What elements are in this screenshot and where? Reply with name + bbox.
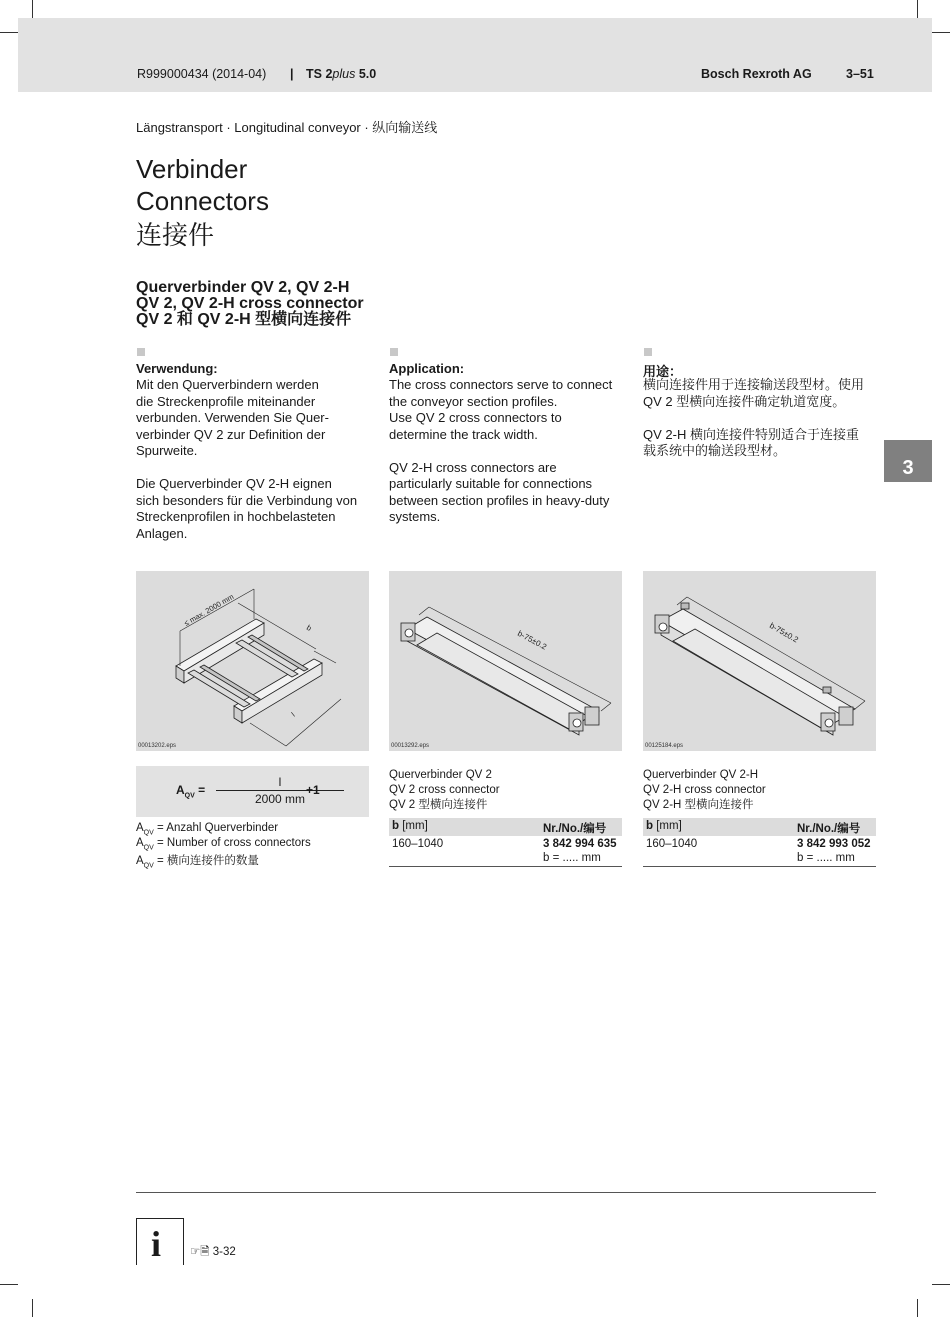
figure-qv2 [389, 571, 622, 751]
bullet-square [390, 348, 398, 356]
range-cell: 160–1040 [392, 838, 444, 850]
table-rule [643, 866, 876, 867]
crop-mark [0, 1284, 18, 1285]
column-heading-de: Verwendung: [136, 361, 218, 376]
formula-lhs: $A_{QV}$ = [176, 783, 206, 800]
crop-mark [917, 1299, 918, 1317]
legend-line-en: $A_{QV}$ = Number of cross connectors [136, 837, 311, 852]
crop-mark [932, 32, 950, 33]
crop-mark [917, 0, 918, 18]
page-title-en: Connectors [136, 186, 269, 216]
formula-plus: +1 [306, 783, 320, 797]
crop-mark [932, 1284, 950, 1285]
legend-line-de: $A_{QV}$ = Anzahl Querverbinder [136, 822, 279, 837]
page-title-zh: 连接件 [136, 220, 215, 250]
cross-reference-link[interactable]: ☞🗎 3-32 [190, 1246, 236, 1258]
column-heading-zh: 用途： [643, 364, 683, 379]
table-row [389, 836, 622, 866]
column-text-zh: 横向连接件用于连接输送段型材。使用 QV 2 型横向连接件确定轨道宽度。 QV 2-H 横向连接件特别适合于连接重 载系统中的输送段型材。 [643, 377, 865, 458]
subtitle-de: Querverbinder QV 2, QV 2-H [136, 279, 350, 296]
dim-l-label: l [289, 710, 297, 719]
dim-label: b-75±0.2 [516, 628, 549, 652]
product-name: TS 2plus 5.0 [306, 67, 377, 81]
formula-denominator: 2000 mm [254, 792, 306, 806]
column-text-en: The cross connectors serve to connect the conveyor section profiles. Use QV 2 cross connectors to determine the track width. QV 2-H cross connectors are particularly suitable for connections between section profiles in heavy-duty systems. [389, 377, 613, 524]
header-separator: | [290, 67, 294, 81]
section-breadcrumb: Längstransport · Longitudinal conveyor · 纵向输送线 [136, 120, 438, 135]
dim-label: b-75±0.2 [768, 620, 800, 645]
qv2h-drawing [643, 571, 876, 751]
order-table-qv2h [643, 818, 876, 867]
doc-id: R999000434 (2014-04) [137, 67, 267, 81]
subtitle-en: QV 2, QV 2-H cross connector [136, 295, 364, 312]
b-value: b = ..... mm [797, 852, 855, 864]
info-icon: i [136, 1218, 184, 1265]
crop-mark [32, 1299, 33, 1317]
column-heading-en: Application: [389, 361, 465, 376]
qv2-drawing [389, 571, 622, 751]
dim-max-label: ≤ max. 2000 mm [182, 592, 236, 628]
company-name: Bosch Rexroth AG [701, 67, 812, 81]
crop-mark [0, 32, 18, 33]
crop-mark [32, 0, 33, 18]
b-value: b = ..... mm [543, 852, 601, 864]
page-title-de: Verbinder [136, 154, 248, 184]
figure-file-label: 00125184.eps [645, 743, 684, 749]
chapter-tab[interactable]: 3 [884, 440, 932, 482]
part-number: 3 842 994 635 [543, 838, 617, 850]
formula-box [136, 766, 369, 817]
figure-file-label: 00013202.eps [138, 743, 177, 749]
dim-b-label: b [305, 622, 314, 633]
product-caption-qv2: Querverbinder QV 2 QV 2 cross connector QV 2 型横向连接件 [389, 769, 500, 811]
table-header: b [mm] Nr./No./编号 [389, 818, 622, 836]
fraction-bar [216, 790, 344, 791]
bullet-square [644, 348, 652, 356]
order-table-qv2 [389, 818, 622, 867]
table-rule [389, 866, 622, 867]
range-cell: 160–1040 [646, 838, 698, 850]
figure-frame-assembly [136, 571, 369, 751]
frame-assembly-drawing [136, 571, 369, 751]
column-text-de: Mit den Querverbindern werden die Streckenprofile miteinander verbunden. Verwenden Sie Quer- verbinder QV 2 zur Definition der Spurweite. Die Querverbinder QV 2-H eignen sich besonders für die Verbindung von Streckenprofilen in hochbelasteten Anlagen. [136, 377, 358, 541]
formula-numerator: l [278, 775, 282, 789]
subtitle-zh: QV 2 和 QV 2-H 型横向连接件 [136, 311, 352, 328]
table-row [643, 836, 876, 866]
table-header: b [mm] Nr./No./编号 [643, 818, 876, 836]
page-number: 3–51 [846, 67, 874, 81]
part-number: 3 842 993 052 [797, 838, 871, 850]
bullet-square [137, 348, 145, 356]
product-caption-qv2h: Querverbinder QV 2-H QV 2-H cross connector QV 2-H 型横向连接件 [643, 769, 766, 811]
footer-rule [136, 1192, 876, 1193]
legend-line-zh: $A_{QV}$ = 横向连接件的数量 [136, 855, 259, 870]
figure-qv2h [643, 571, 876, 751]
figure-file-label: 00013292.eps [391, 743, 430, 749]
